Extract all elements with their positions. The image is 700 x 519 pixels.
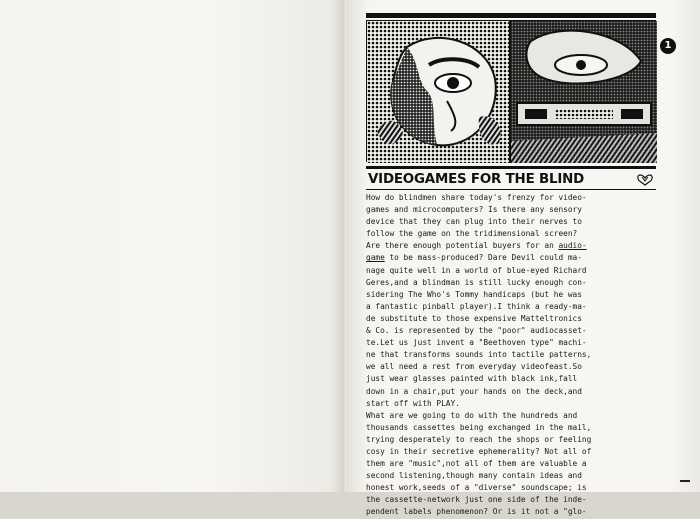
page-number-badge: 1 xyxy=(660,38,676,54)
face-photo xyxy=(367,21,509,163)
body-line: sidering The Who's Tommy handicaps (but he was xyxy=(366,289,582,299)
cassette-deck-photo xyxy=(511,21,657,163)
body-line: nage quite well in a world of blue-eyed Richard xyxy=(366,265,587,275)
body-line: trying desperately to reach the shops or feeling xyxy=(366,434,592,444)
body-line: follow the game on the tridimensional screen? xyxy=(366,229,578,239)
body-line: ne that transforms sounds into tactile patterns, xyxy=(366,350,592,360)
body-line: device that they can plug into their nerves to xyxy=(366,217,582,227)
body-line: honest work,seeds of a "diverse" soundscape; is xyxy=(366,483,587,493)
blank-left-page xyxy=(0,0,344,492)
body-line: start off with PLAY. xyxy=(366,398,460,408)
article-headline: VIDEOGAMES FOR THE BLIND xyxy=(368,172,585,187)
underlined-word: game xyxy=(366,253,385,263)
body-line: & Co. is represented by the "poor" audiocasset- xyxy=(366,326,587,336)
body-line: cosy in their secretive ephemerality? Not all of xyxy=(366,446,592,456)
top-rule xyxy=(366,13,656,18)
halftone-photo-strip xyxy=(366,20,656,162)
body-line: thousands cassettes being exchanged in the mail, xyxy=(366,422,592,432)
underlined-word: audio- xyxy=(558,241,587,251)
body-line: the cassette-network just one side of the inde- xyxy=(366,495,587,505)
headline-bar xyxy=(366,166,656,190)
body-line: second listening,though many contain ideas and xyxy=(366,471,582,481)
body-line: them are "music",not all of them are valuable a xyxy=(366,459,587,469)
body-line: we all need a rest from everyday videofeast.So xyxy=(366,362,582,372)
body-line: What are we going to do with the hundreds and xyxy=(366,410,578,420)
heart-mark-icon xyxy=(636,172,654,186)
body-line: Geres,and a blindman is still lucky enough con- xyxy=(366,277,587,287)
halftone-illustration xyxy=(367,21,657,163)
body-line: just wear glasses painted with black ink,fall xyxy=(366,374,578,384)
body-line: down in a chair,put your hands on the deck,and xyxy=(366,386,582,396)
body-line: games and microcomputers? Is there any sensory xyxy=(366,205,582,215)
page-corner-mark xyxy=(680,480,690,482)
body-line: How do blindmen share today's frenzy for video- xyxy=(366,193,587,202)
body-line: a fantastic pinball player).I think a ready-ma- xyxy=(366,301,587,311)
body-line: de substitute to those expensive Matteltronics xyxy=(366,313,582,323)
article-body xyxy=(366,192,658,519)
body-line: Are there enough potential buyers for an audio- xyxy=(366,241,587,251)
body-line: game to be mass-produced? Dare Devil could ma- xyxy=(366,253,582,263)
body-line: te.Let us just invent a "Beethoven type" machi- xyxy=(366,338,587,348)
body-line: pendent labels phenomenon? Or is it not a "glo- xyxy=(366,507,587,517)
